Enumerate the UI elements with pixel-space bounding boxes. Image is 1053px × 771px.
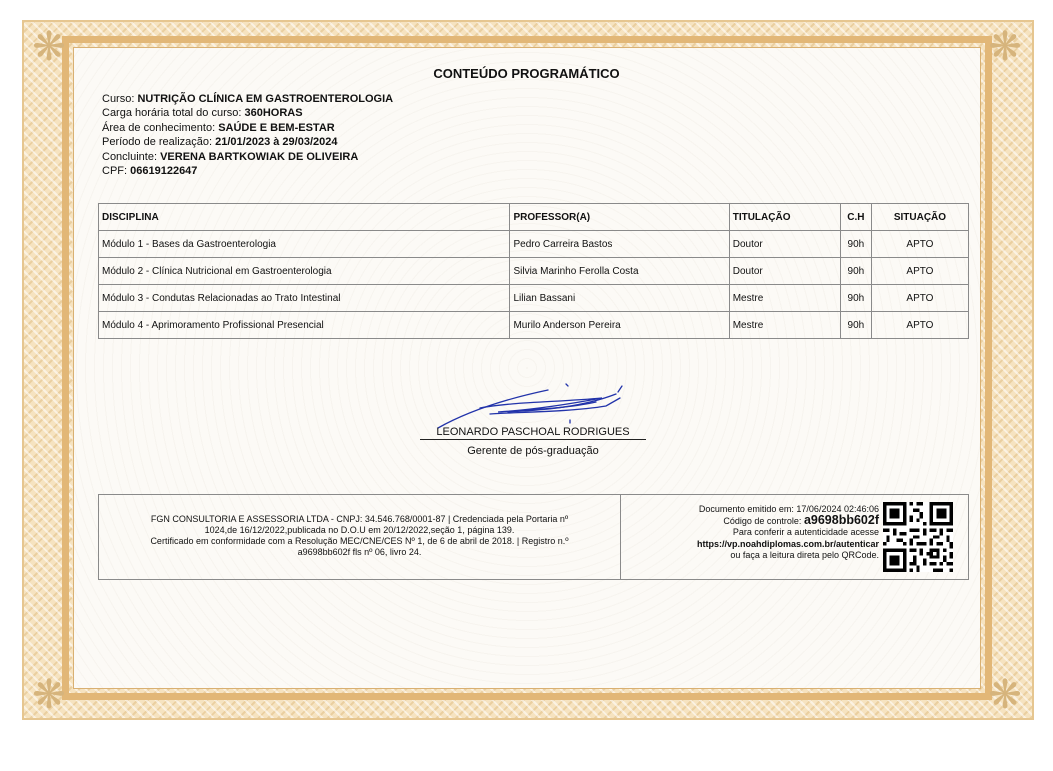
table-cell: APTO xyxy=(871,258,968,285)
table-cell: Silvia Marinho Ferolla Costa xyxy=(510,258,729,285)
table-cell: Módulo 4 - Aprimoramento Profissional Presencial xyxy=(99,312,510,339)
control-code-line: Código de controle: a9698bb602f xyxy=(723,513,879,528)
corner-ornament-icon: ❋ xyxy=(988,25,1022,69)
institution-statement: FGN CONSULTORIA E ASSESSORIA LTDA - CNPJ: 34.546.768/0001-87 | Credenciada pela Portaria nº 1024,de 16/12/2022,publicada no D.O.U em 20/12/2022,seção 1, página 139. Certificado em conformidade com a Resolução MEC/CNE/CES Nº 1, de 6 de abril de 2018. | Registro n.º a9698bb602f fls nº 06, livro 24. xyxy=(99,495,621,579)
table-row xyxy=(99,312,969,339)
table-cell: 90h xyxy=(840,231,871,258)
table-cell: Doutor xyxy=(729,231,840,258)
table-cell: Módulo 2 - Clínica Nutricional em Gastroenterologia xyxy=(99,258,510,285)
table-cell: APTO xyxy=(871,231,968,258)
workload-line: Carga horária total do curso: 360HORAS xyxy=(102,107,303,120)
column-header: C.H xyxy=(840,204,871,231)
table-cell: 90h xyxy=(840,258,871,285)
subjects-table xyxy=(98,203,969,339)
table-cell: Mestre xyxy=(729,285,840,312)
course-info xyxy=(102,92,393,178)
corner-ornament-icon: ❋ xyxy=(32,25,66,69)
control-code: a9698bb602f xyxy=(803,513,879,528)
qr-instructions: ou faça a leitura direta pelo QRCode. xyxy=(730,549,879,560)
verify-link[interactable]: https://vp.noahdiplomas.com.br/autenticar xyxy=(696,538,879,549)
table-cell: 90h xyxy=(840,312,871,339)
table-cell: Módulo 3 - Condutas Relacionadas ao Trato Intestinal xyxy=(99,285,510,312)
authentication-footer xyxy=(98,494,969,580)
table-cell: Módulo 1 - Bases da Gastroenterologia xyxy=(99,231,510,258)
column-header: SITUAÇÃO xyxy=(871,204,968,231)
signatory-name: LEONARDO PASCHOAL RODRIGUES xyxy=(420,426,646,440)
table-cell: Doutor xyxy=(729,258,840,285)
table-row xyxy=(99,285,969,312)
column-header: PROFESSOR(A) xyxy=(510,204,729,231)
table-cell: Murilo Anderson Pereira xyxy=(510,312,729,339)
page-title: CONTEÚDO PROGRAMÁTICO xyxy=(433,66,620,81)
column-header: DISCIPLINA xyxy=(99,204,510,231)
period-line: Período de realização: 21/01/2023 à 29/03/2024 xyxy=(102,136,338,149)
qr-code-icon[interactable] xyxy=(883,501,953,573)
table-cell: APTO xyxy=(871,312,968,339)
table-row xyxy=(99,258,969,285)
signature-scribble xyxy=(420,380,646,432)
cpf-line: CPF: 06619122647 xyxy=(102,165,198,178)
table-cell: Lilian Bassani xyxy=(510,285,729,312)
table-cell: Mestre xyxy=(729,312,840,339)
table-cell: 90h xyxy=(840,285,871,312)
course-line: Curso: NUTRIÇÃO CLÍNICA EM GASTROENTEROLOGIA xyxy=(102,93,394,105)
signatory-role: Gerente de pós-graduação xyxy=(467,445,599,457)
table-header-row xyxy=(99,204,969,231)
graduate-line: Concluinte: VERENA BARTKOWIAK DE OLIVEIRA xyxy=(102,150,359,163)
authentication-info xyxy=(625,504,879,561)
table-row xyxy=(99,231,969,258)
column-header: TITULAÇÃO xyxy=(729,204,840,231)
verify-text: Para conferir a autenticidade acesse xyxy=(732,527,879,538)
issue-date: Documento emitido em: 17/06/2024 02:46:06 xyxy=(698,504,879,514)
table-cell: APTO xyxy=(871,285,968,312)
corner-ornament-icon: ❋ xyxy=(32,673,66,717)
corner-ornament-icon: ❋ xyxy=(988,673,1022,717)
table-cell: Pedro Carreira Bastos xyxy=(510,231,729,258)
knowledge-area-line: Área de conhecimento: SAÚDE E BEM-ESTAR xyxy=(102,121,335,134)
